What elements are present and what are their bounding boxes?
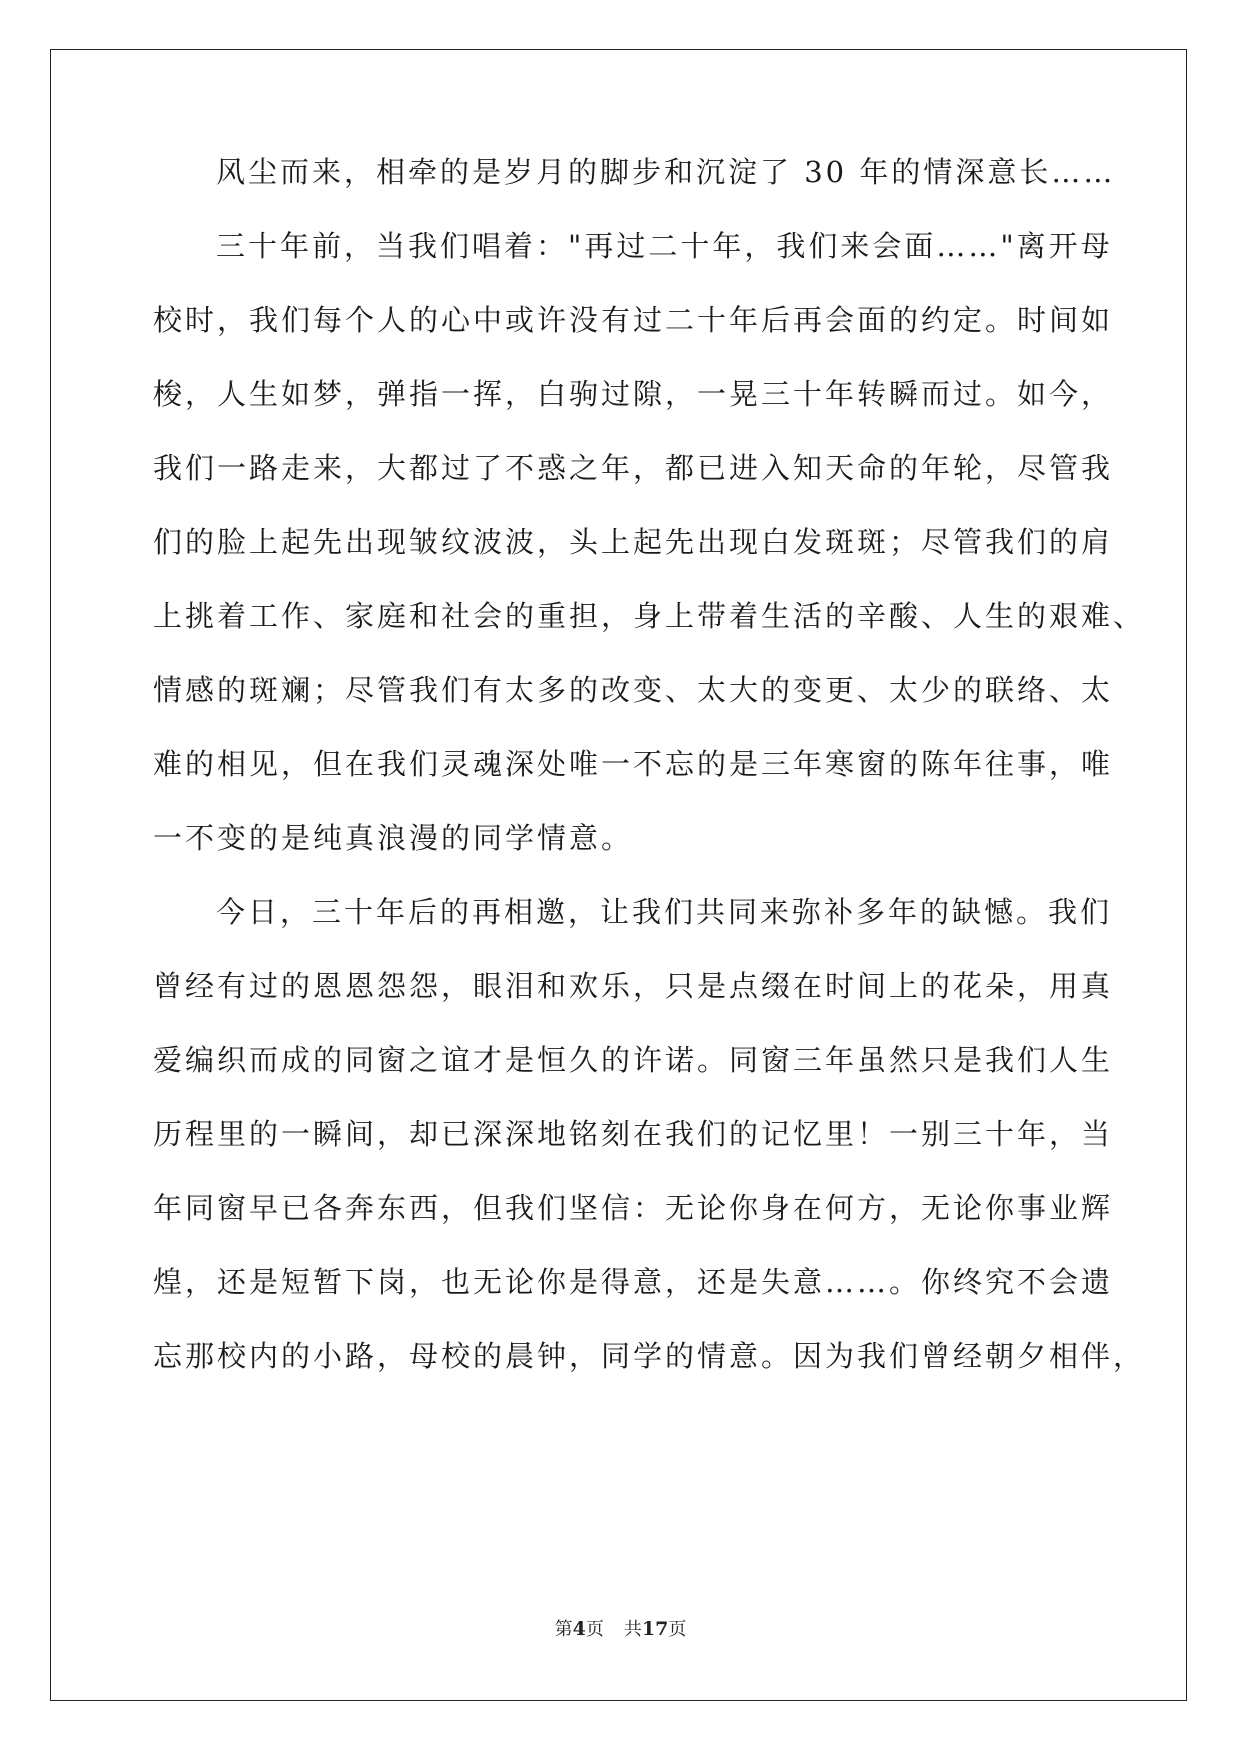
paragraph-1-line-1: 风尘而来，相牵的是岁月的脚步和沉淀了 30 年的情深意长…… <box>216 155 1116 189</box>
page-footer <box>0 1615 1241 1641</box>
paragraph-2-line-6: 上挑着工作、家庭和社会的重担，身上带着生活的辛酸、人生的艰难、 <box>153 599 1146 633</box>
paragraph-3-line-4: 历程里的一瞬间，却已深深地铭刻在我们的记忆里！一别三十年，当 <box>153 1117 1114 1151</box>
paragraph-2-line-7: 情感的斑斓；尽管我们有太多的改变、太大的变更、太少的联络、太 <box>153 673 1114 707</box>
page-border <box>50 49 1187 1701</box>
page-total-number: 17 <box>641 1618 669 1640</box>
paragraph-3-line-2: 曾经有过的恩恩怨怨，眼泪和欢乐，只是点缀在时间上的花朵，用真 <box>153 969 1114 1003</box>
page-prefix: 第 <box>554 1619 573 1640</box>
page-current-number: 4 <box>572 1618 586 1640</box>
paragraph-3-line-1: 今日，三十年后的再相邀，让我们共同来弥补多年的缺憾。我们 <box>216 895 1113 929</box>
paragraph-2-line-5: 们的脸上起先出现皱纹波波，头上起先出现白发斑斑；尽管我们的肩 <box>153 525 1114 559</box>
paragraph-3-line-6: 煌，还是短暂下岗，也无论你是得意，还是失意……。你终究不会遗 <box>153 1265 1114 1299</box>
paragraph-2-line-3: 梭，人生如梦，弹指一挥，白驹过隙，一晃三十年转瞬而过。如今， <box>153 377 1114 411</box>
paragraph-3-line-3: 爱编织而成的同窗之谊才是恒久的许诺。同窗三年虽然只是我们人生 <box>153 1043 1114 1077</box>
paragraph-2-line-9: 一不变的是纯真浪漫的同学情意。 <box>153 821 634 855</box>
page-suffix: 页 <box>585 1619 604 1640</box>
paragraph-3-line-7: 忘那校内的小路，母校的晨钟，同学的情意。因为我们曾经朝夕相伴， <box>153 1339 1146 1373</box>
total-suffix: 页 <box>668 1619 687 1640</box>
total-prefix: 共 <box>623 1619 642 1640</box>
paragraph-2-line-1: 三十年前，当我们唱着："再过二十年，我们来会面……"离开母 <box>216 229 1113 263</box>
paragraph-2-line-2: 校时，我们每个人的心中或许没有过二十年后再会面的约定。时间如 <box>153 303 1114 337</box>
paragraph-2-line-4: 我们一路走来，大都过了不惑之年，都已进入知天命的年轮，尽管我 <box>153 451 1114 485</box>
paragraph-2-line-8: 难的相见，但在我们灵魂深处唯一不忘的是三年寒窗的陈年往事，唯 <box>153 747 1114 781</box>
paragraph-3-line-5: 年同窗早已各奔东西，但我们坚信：无论你身在何方，无论你事业辉 <box>153 1191 1114 1225</box>
